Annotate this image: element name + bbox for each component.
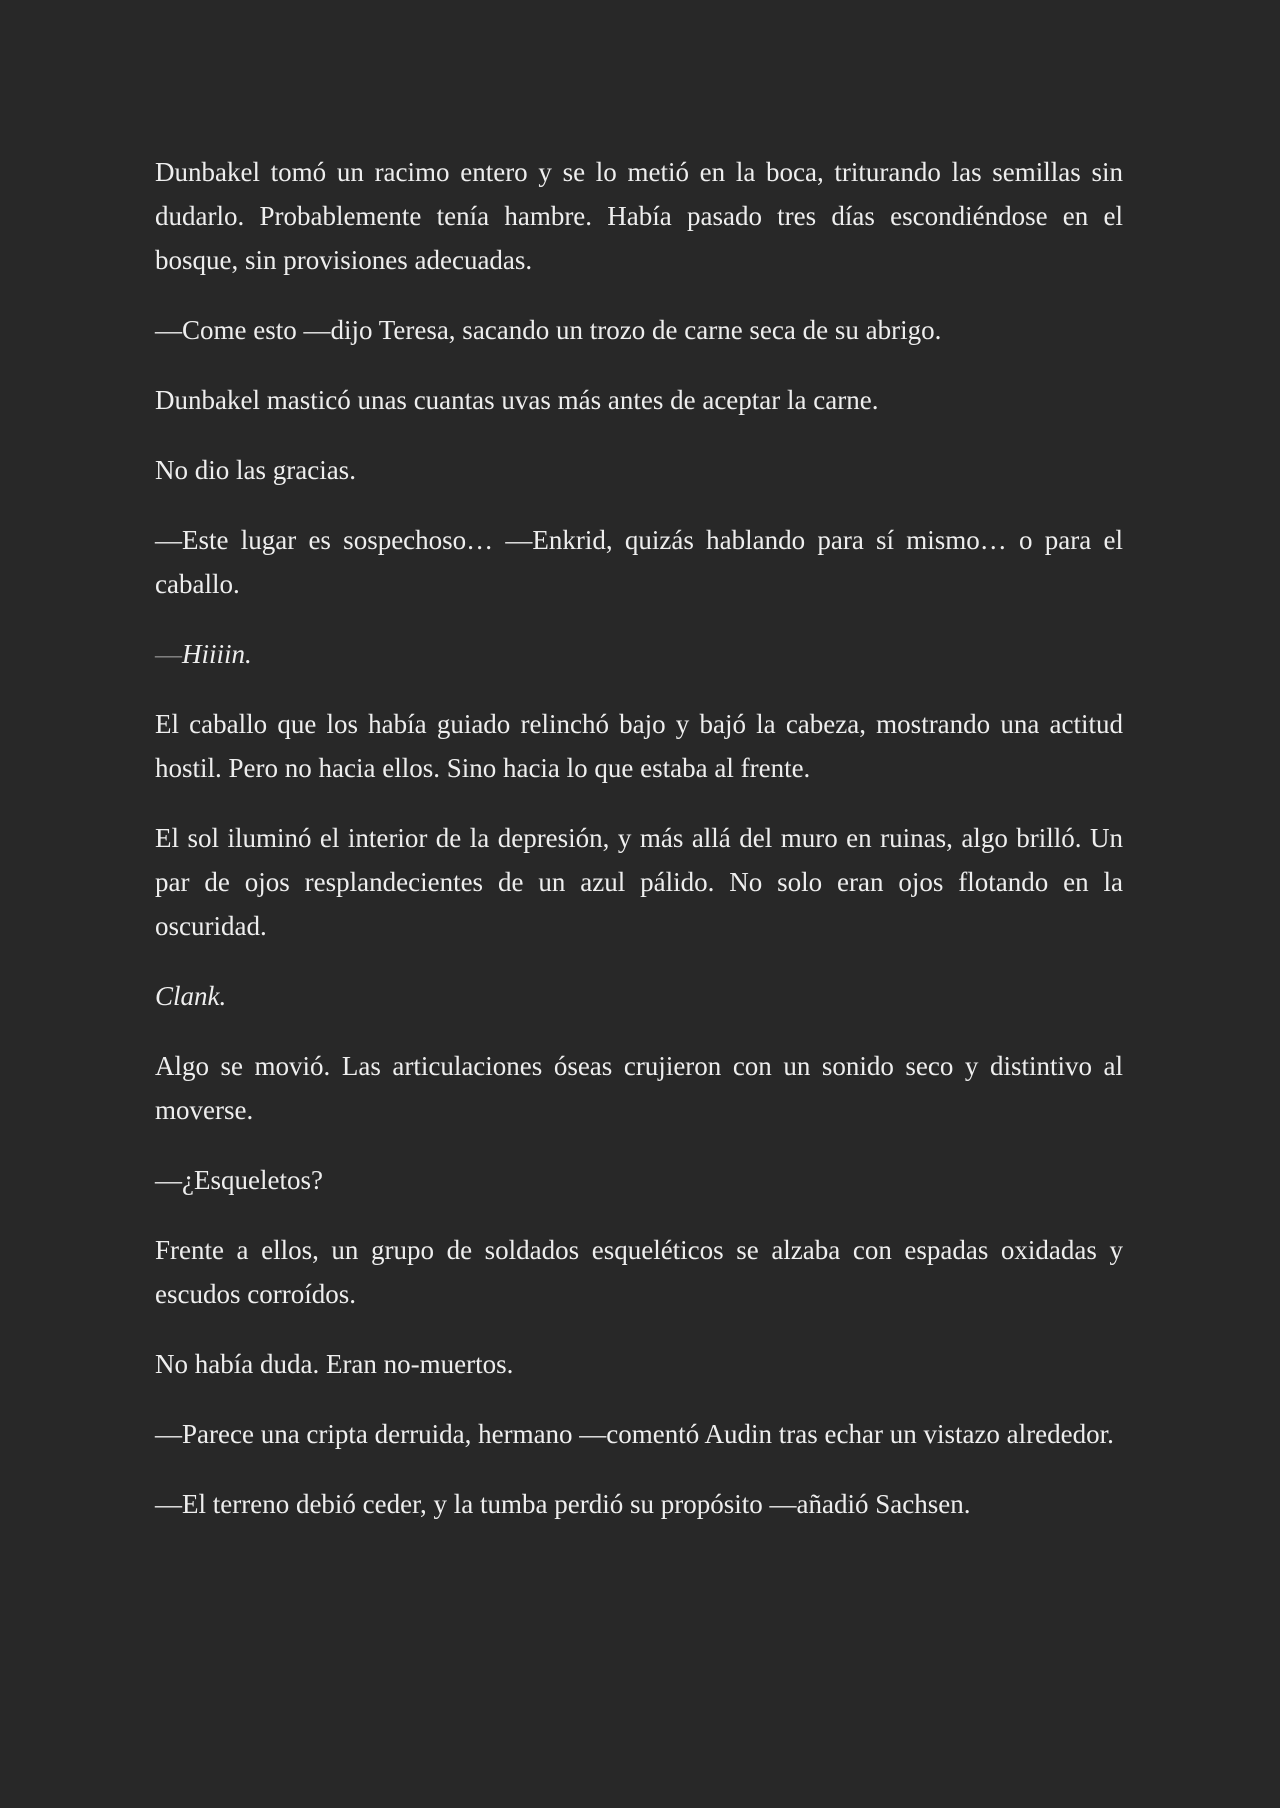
sound-effect: Clank. xyxy=(155,981,227,1011)
paragraph: —Come esto —dijo Teresa, sacando un trozo de carne seca de su abrigo. xyxy=(155,315,942,345)
paragraph: No dio las gracias. xyxy=(155,455,356,485)
paragraph: El sol iluminó el interior de la depresión, y más allá del muro en ruinas, algo brilló. Un par de ojos resplandecientes de un azul pálido. No solo eran ojos flotando en la oscuridad. xyxy=(155,823,1123,941)
paragraph: Algo se movió. Las articulaciones óseas crujieron con un sonido seco y distintivo al moverse. xyxy=(155,1051,1123,1125)
paragraph: Frente a ellos, un grupo de soldados esqueléticos se alzaba con espadas oxidadas y escudos corroídos. xyxy=(155,1235,1123,1309)
paragraph: No había duda. Eran no-muertos. xyxy=(155,1349,514,1379)
paragraph: —El terreno debió ceder, y la tumba perdió su propósito —añadió Sachsen. xyxy=(155,1489,971,1519)
paragraph: —Este lugar es sospechoso… —Enkrid, quizás hablando para sí mismo… o para el caballo. xyxy=(155,525,1123,599)
paragraph: Dunbakel masticó unas cuantas uvas más antes de aceptar la carne. xyxy=(155,385,879,415)
text-column xyxy=(155,150,1123,1526)
sound-effect: Hiiiin. xyxy=(182,639,252,669)
paragraph-italic xyxy=(155,632,1123,676)
dialogue-dash: — xyxy=(155,639,182,669)
paragraph: Dunbakel tomó un racimo entero y se lo metió en la boca, triturando las semillas sin dudarlo. Probablemente tenía hambre. Había pasado tres días escondiéndose en el bosque, sin provisiones adecuadas. xyxy=(155,157,1123,275)
paragraph: El caballo que los había guiado relinchó bajo y bajó la cabeza, mostrando una actitud hostil. Pero no hacia ellos. Sino hacia lo que estaba al frente. xyxy=(155,709,1123,783)
paragraph: —Parece una cripta derruida, hermano —comentó Audin tras echar un vistazo alrededor. xyxy=(155,1419,1114,1449)
paragraph: —¿Esqueletos? xyxy=(155,1165,323,1195)
